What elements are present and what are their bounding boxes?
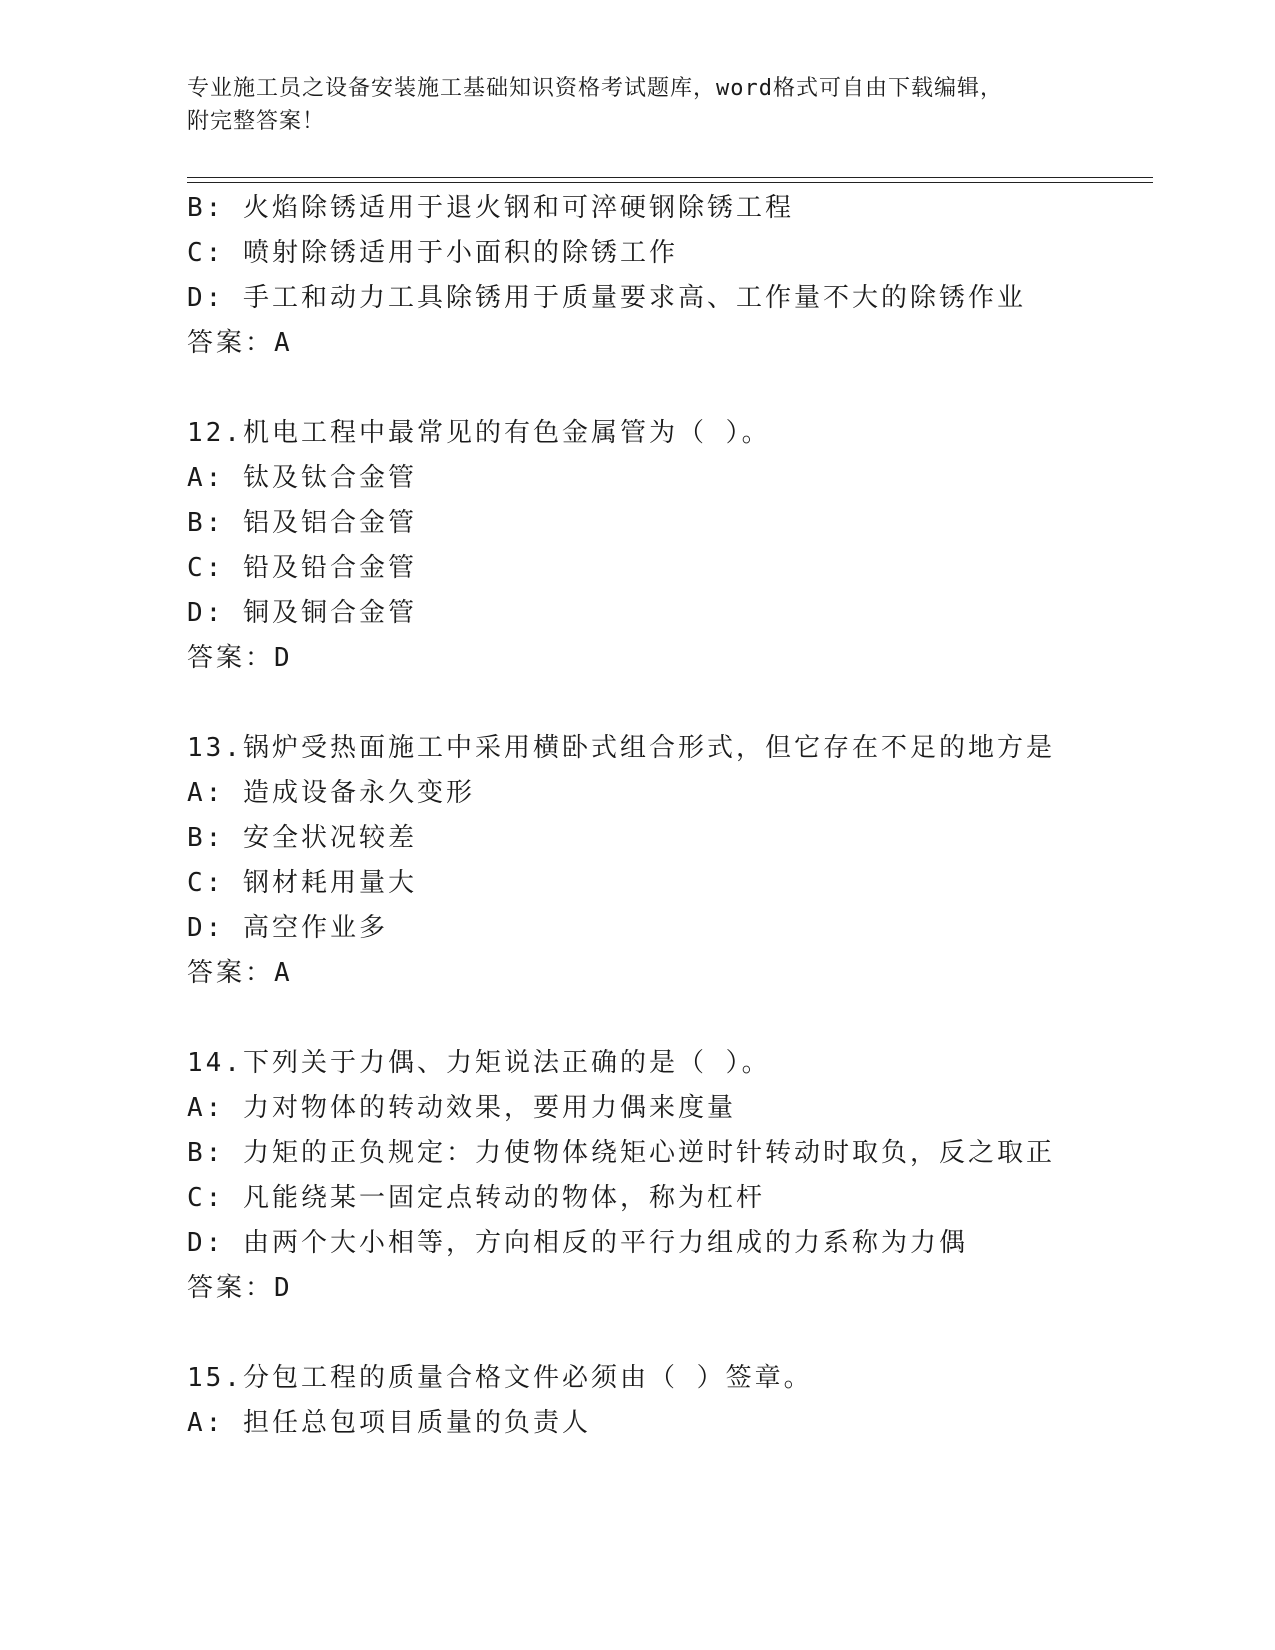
q12-option-b: B: 铝及铝合金管 [187,508,417,538]
q14-option-c: C: 凡能绕某一固定点转动的物体，称为杠杆 [187,1183,765,1213]
q12-answer: 答案：D [187,643,293,673]
q14-answer: 答案：D [187,1273,293,1303]
q12-option-c: C: 铅及铅合金管 [187,553,417,583]
q11-option-c: C: 喷射除锈适用于小面积的除锈工作 [187,238,678,268]
q11-option-d: D: 手工和动力工具除锈用于质量要求高、工作量不大的除锈作业 [187,283,1026,313]
header-divider-top [187,177,1153,178]
q14-question: 14.下列关于力偶、力矩说法正确的是（ ）。 [187,1048,771,1078]
header-divider-bottom [187,182,1153,183]
q15-question: 15.分包工程的质量合格文件必须由（ ）签章。 [187,1363,813,1393]
header-line-1: 专业施工员之设备安装施工基础知识资格考试题库，word格式可自由下载编辑， [187,76,1003,101]
q15-option-a: A: 担任总包项目质量的负责人 [187,1408,591,1438]
q12-question: 12.机电工程中最常见的有色金属管为（ ）。 [187,418,771,448]
q11-option-b: B: 火焰除锈适用于退火钢和可淬硬钢除锈工程 [187,193,794,223]
header-line-2: 附完整答案！ [187,109,326,134]
q14-option-b: B: 力矩的正负规定：力使物体绕矩心逆时针转动时取负，反之取正 [187,1138,1055,1168]
q13-option-b: B: 安全状况较差 [187,823,417,853]
q13-answer: 答案：A [187,958,293,988]
q12-option-a: A: 钛及钛合金管 [187,463,417,493]
q13-option-d: D: 高空作业多 [187,913,388,943]
q12-option-d: D: 铜及铜合金管 [187,598,417,628]
q13-option-c: C: 钢材耗用量大 [187,868,417,898]
q13-question: 13.锅炉受热面施工中采用横卧式组合形式，但它存在不足的地方是 [187,733,1055,763]
q11-answer: 答案：A [187,328,293,358]
q14-option-d: D: 由两个大小相等，方向相反的平行力组成的力系称为力偶 [187,1228,968,1258]
q14-option-a: A: 力对物体的转动效果，要用力偶来度量 [187,1093,736,1123]
document-header [187,72,1087,138]
q13-option-a: A: 造成设备永久变形 [187,778,475,808]
